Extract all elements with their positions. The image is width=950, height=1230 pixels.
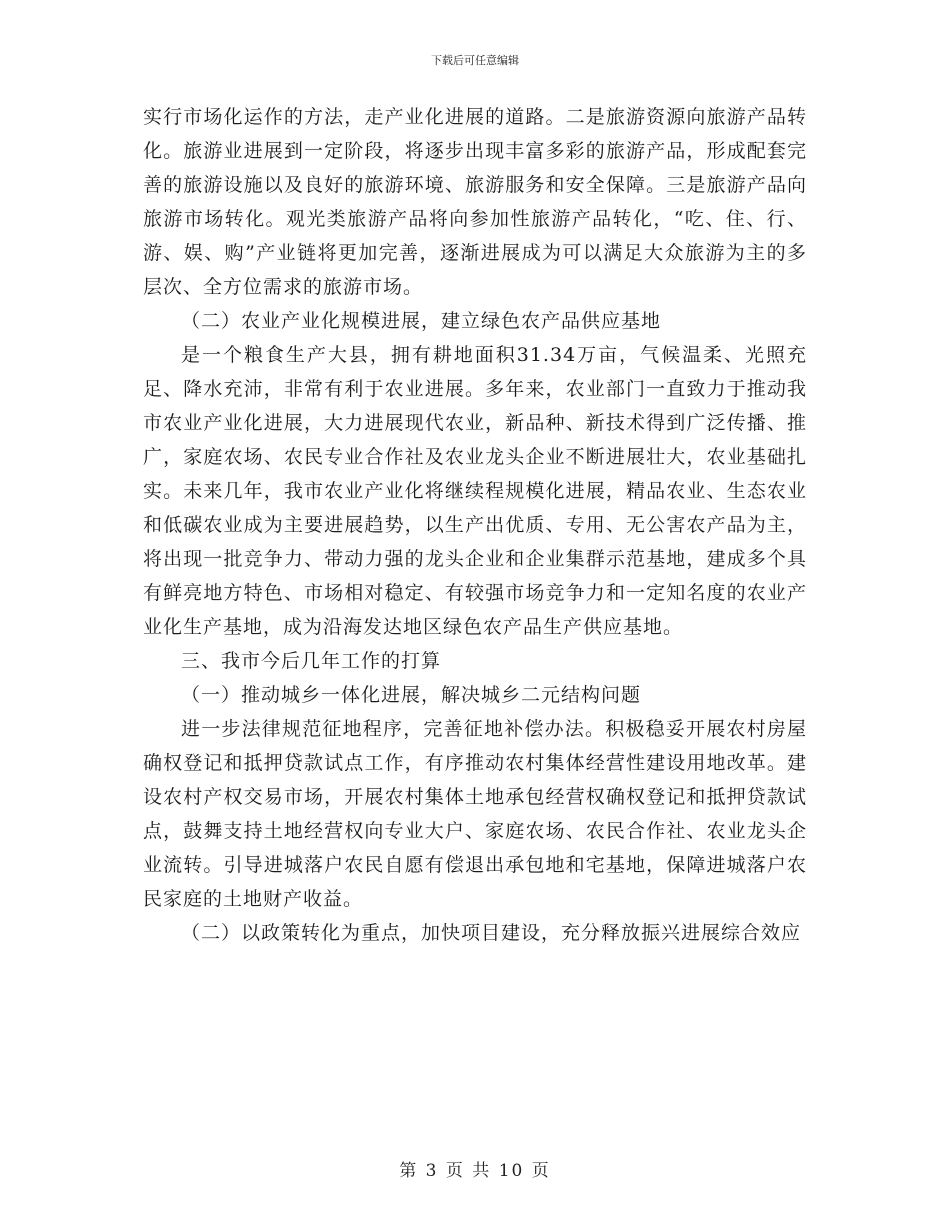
section-heading-agriculture: （二）农业产业化规模进展，建立绿色农产品供应基地 bbox=[181, 310, 662, 332]
section-heading-policy: （二）以政策转化为重点，加快项目建设，充分释放振兴进展综合效应 bbox=[181, 922, 802, 944]
paragraph-agriculture: 是一个粮食生产大县，拥有耕地面积31.34万亩，气候温柔、光照充足、降水充沛，非常有利于农业进展。多年来，农业部门一直致力于推动我市农业产业化进展，大力进展现代农业，新品种、新技术得到广泛传播、推广，家庭农场、农民专业合作社及农业龙头企业不断进展壮大，农业基础扎实。未来几年，我市农业产业化将继续程规模化进展，精品农业、生态农业和低碳农业成为主要进展趋势，以生产出优质、专用、无公害农产品为主，将出现一批竞争力、带动力强的龙头企业和企业集群示范基地，建成多个具有鲜亮地方特色、市场相对稳定、有较强市场竞争力和一定知名度的农业产业化生产基地，成为沿海发达地区绿色农产品生产供应基地。 bbox=[143, 344, 807, 638]
section-heading-plans: 三、我市今后几年工作的打算 bbox=[181, 650, 442, 672]
page-footer-pagination: 第 3 页 共 10 页 bbox=[399, 1161, 551, 1181]
page-header: 下载后可任意编辑 bbox=[431, 54, 519, 67]
section-heading-urban-rural: （一）推动城乡一体化进展，解决城乡二元结构问题 bbox=[181, 684, 642, 706]
paragraph-land-reform: 进一步法律规范征地程序，完善征地补偿办法。积极稳妥开展农村房屋确权登记和抵押贷款试点工作，有序推动农村集体经营性建设用地改革。建设农村产权交易市场，开展农村集体土地承包经营权确权登记和抵押贷款试点，鼓舞支持土地经营权向专业大户、家庭农场、农民合作社、农业龙头企业流转。引导进城落户农民自愿有偿退出承包地和宅基地，保障进城落户农民家庭的土地财产收益。 bbox=[143, 718, 807, 910]
document-body bbox=[143, 100, 807, 950]
paragraph-tourism-transformation: 实行市场化运作的方法，走产业化进展的道路。二是旅游资源向旅游产品转化。旅游业进展到一定阶段，将逐步出现丰富多彩的旅游产品，形成配套完善的旅游设施以及良好的旅游环境、旅游服务和安全保障。三是旅游产品向旅游市场转化。观光类旅游产品将向参加性旅游产品转化，“吃、住、行、游、娱、购”产业链将更加完善，逐渐进展成为可以满足大众旅游为主的多层次、全方位需求的旅游市场。 bbox=[143, 106, 807, 298]
